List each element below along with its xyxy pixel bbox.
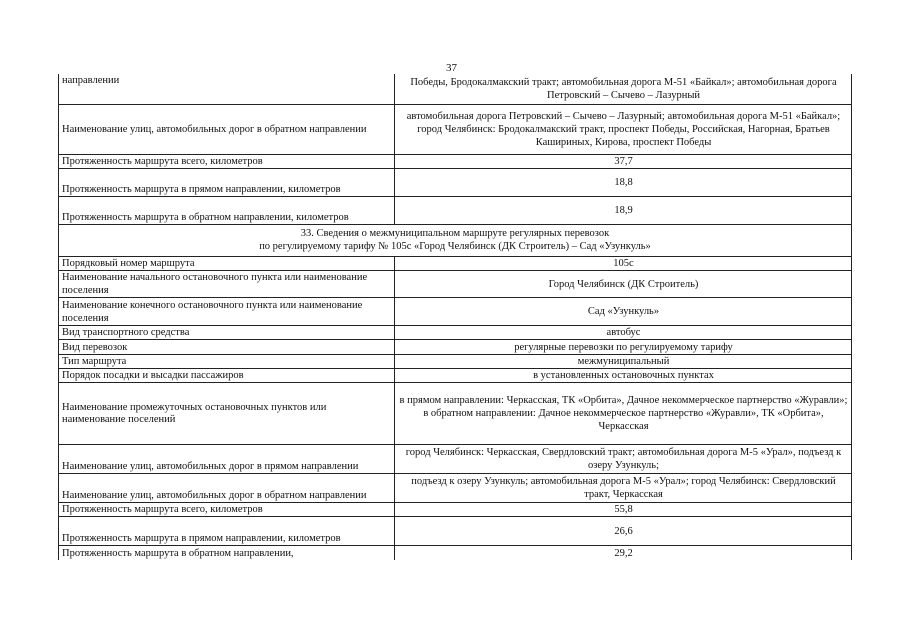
row-value: 37,7	[394, 155, 852, 169]
table-left-border	[58, 74, 59, 560]
row-value: межмуниципальный	[394, 355, 852, 369]
table-row	[58, 383, 852, 445]
row-value: Сад «Узункуль»	[394, 298, 852, 325]
table-row	[58, 546, 852, 560]
row-value: автобус	[394, 326, 852, 340]
row-value: 105с	[394, 257, 852, 271]
section-title-line-2: по регулируемому тарифу № 105с «Город Челябинск (ДК Строитель) – Сад «Узункуль»	[259, 241, 651, 252]
row-label: Протяженность маршрута в обратном направлении, километров	[62, 211, 349, 223]
row-label: Порядок посадки и высадки пассажиров	[62, 370, 244, 381]
table-row	[58, 74, 852, 105]
row-value: Город Челябинск (ДК Строитель)	[394, 271, 852, 297]
row-label: Наименование начального остановочного пункта или наименование поселения	[62, 272, 368, 296]
table-row	[58, 503, 852, 517]
row-label: Наименование улиц, автомобильных дорог в обратном направлении	[62, 489, 367, 501]
route-table	[58, 74, 852, 560]
row-value: Победы, Бродокалмакский тракт; автомобильная дорога М-51 «Байкал»; автомобильная дорога Петровский – Сычево – Лазурный	[394, 74, 852, 104]
table-row	[58, 355, 852, 369]
row-label: Протяженность маршрута в обратном направлении,	[62, 547, 294, 559]
table-row	[58, 298, 852, 326]
section-title-line-1: 33. Сведения о межмуниципальном маршруте регулярных перевозок	[300, 228, 610, 239]
table-row	[58, 257, 852, 271]
row-value: автомобильная дорога Петровский – Сычево – Лазурный; автомобильная дорога М-51 «Байкал»; город Челябинск: Бродокалмакский тракт, проспект Победы, Российская, Нагорная, Братьев Кашириных, Кирова, проспект Победы	[394, 105, 852, 154]
table-row	[58, 369, 852, 383]
table-row	[58, 105, 852, 155]
row-label: Наименование промежуточных остановочных пунктов или наименование поселений	[62, 401, 327, 425]
table-right-border	[851, 74, 852, 560]
row-label: Порядковый номер маршрута	[62, 258, 195, 269]
section-heading	[58, 225, 852, 257]
row-label: Вид транспортного средства	[62, 327, 190, 338]
table-row	[58, 474, 852, 503]
row-label: Наименование улиц, автомобильных дорог в обратном направлении	[62, 123, 367, 135]
row-value: 18,8	[394, 169, 852, 196]
table-row	[58, 517, 852, 546]
row-label: Протяженность маршрута в прямом направлении, километров	[62, 532, 341, 544]
row-label: Протяженность маршрута в прямом направлении, километров	[62, 183, 341, 195]
row-label: Тип маршрута	[62, 356, 127, 367]
table-row	[58, 445, 852, 474]
row-label: Протяженность маршрута всего, километров	[62, 504, 263, 515]
table-row	[58, 197, 852, 225]
row-label: Вид перевозок	[62, 341, 128, 353]
row-label: Наименование конечного остановочного пункта или наименование поселения	[62, 300, 363, 324]
row-value: 55,8	[394, 503, 852, 517]
row-value: 29,2	[394, 546, 852, 560]
table-row	[58, 340, 852, 355]
row-value: в прямом направлении: Черкасская, ТК «Орбита», Дачное некоммерческое партнерство «Журавли»; в обратном направлении: Дачное некоммерческое партнерство «Журавли», ТК «Орбита», Черкасская	[394, 383, 852, 444]
row-value: город Челябинск: Черкасская, Свердловский тракт; автомобильная дорога М-5 «Урал», подъезд к озеру Узункуль;	[394, 445, 852, 473]
table-row	[58, 169, 852, 197]
row-value: 26,6	[394, 517, 852, 545]
row-value: регулярные перевозки по регулируемому тарифу	[394, 340, 852, 354]
table-row	[58, 155, 852, 169]
row-value: 18,9	[394, 197, 852, 224]
table-row	[58, 326, 852, 340]
row-value: подъезд к озеру Узункуль; автомобильная дорога М-5 «Урал»; город Челябинск: Свердловский тракт, Черкасская	[394, 474, 852, 502]
table-row	[58, 271, 852, 298]
row-value: в установленных остановочных пунктах	[394, 369, 852, 383]
row-label: Наименование улиц, автомобильных дорог в прямом направлении	[62, 460, 359, 472]
row-label: Протяженность маршрута всего, километров	[62, 156, 263, 167]
row-label: направлении	[62, 75, 120, 86]
page-number: 37	[446, 62, 457, 74]
